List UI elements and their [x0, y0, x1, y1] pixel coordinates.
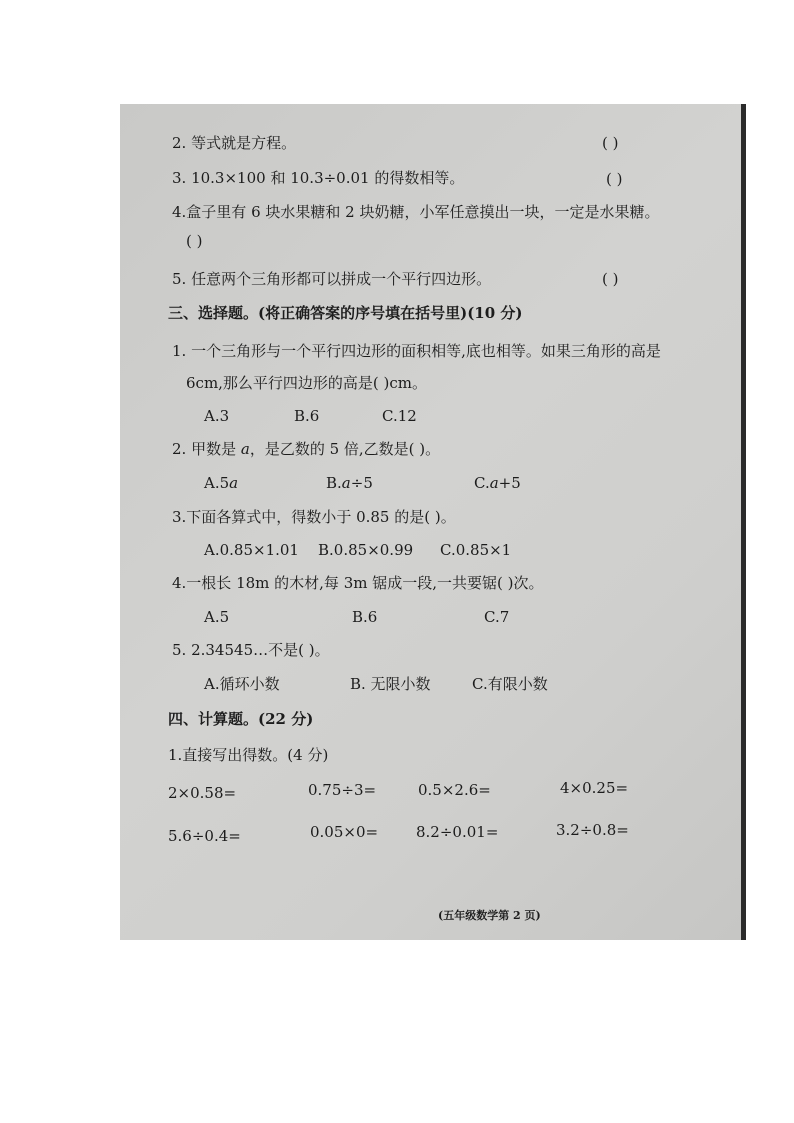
choice-q5-option-c[interactable]: C.有限小数: [472, 675, 548, 693]
choice-q4-option-b[interactable]: B.6: [352, 608, 378, 626]
choice-q1-line2: 6cm,那么平行四边形的高是( )cm。: [186, 374, 428, 392]
calc-item: 4×0.25=: [560, 779, 629, 797]
judge-q2: 2. 等式就是方程。: [172, 134, 297, 152]
choice-q5-option-a[interactable]: A.循环小数: [204, 675, 280, 693]
choice-q2-option-c[interactable]: C.a+5: [474, 474, 521, 492]
choice-q3: 3.下面各算式中，得数小于 0.85 的是( )。: [172, 508, 456, 526]
choice-q4-option-c[interactable]: C.7: [484, 608, 510, 626]
choice-q2-option-b[interactable]: B.a÷5: [326, 474, 373, 492]
calc-item: 0.75÷3=: [308, 781, 377, 799]
photo-edge: [741, 104, 746, 940]
choice-q3-option-b[interactable]: B.0.85×0.99: [318, 541, 414, 559]
exam-page-photo: [120, 104, 746, 940]
calc-item: 3.2÷0.8=: [556, 821, 629, 839]
judge-q5: 5. 任意两个三角形都可以拼成一个平行四边形。: [172, 270, 492, 288]
choice-q3-option-c[interactable]: C.0.85×1: [440, 541, 512, 559]
calc-item: 5.6÷0.4=: [168, 827, 241, 845]
choice-q2: 2. 甲数是 a，是乙数的 5 倍,乙数是( )。: [172, 440, 441, 458]
judge-q3-answer-paren[interactable]: ( ): [606, 170, 623, 188]
choice-q4-option-a[interactable]: A.5: [204, 608, 230, 626]
calc-item: 8.2÷0.01=: [416, 823, 499, 841]
choice-q5-option-b[interactable]: B. 无限小数: [350, 675, 431, 693]
judge-q3: 3. 10.3×100 和 10.3÷0.01 的得数相等。: [172, 169, 465, 187]
choice-q5: 5. 2.34545…不是( )。: [172, 641, 330, 659]
calc-item: 0.05×0=: [310, 823, 379, 841]
page-footer: (五年级数学第 2 页): [438, 909, 541, 922]
calc-item: 0.5×2.6=: [418, 781, 491, 799]
choice-q1-option-b[interactable]: B.6: [294, 407, 320, 425]
choice-q3-option-a[interactable]: A.0.85×1.01: [204, 541, 299, 559]
choice-q1-option-c[interactable]: C.12: [382, 407, 417, 425]
judge-q4: 4.盒子里有 6 块水果糖和 2 块奶糖，小军任意摸出一块，一定是水果糖。: [172, 203, 660, 221]
calc-item: 2×0.58=: [168, 784, 237, 802]
choice-q1-option-a[interactable]: A.3: [204, 407, 230, 425]
section-choice-heading: 三、选择题。(将正确答案的序号填在括号里)(10 分): [168, 304, 523, 322]
choice-q2-option-a[interactable]: A.5a: [204, 474, 239, 492]
calc-sub1-heading: 1.直接写出得数。(4 分): [168, 746, 329, 764]
choice-q1-line1: 1. 一个三角形与一个平行四边形的面积相等,底也相等。如果三角形的高是: [172, 342, 661, 360]
judge-q5-answer-paren[interactable]: ( ): [602, 270, 619, 288]
choice-q4: 4.一根长 18m 的木材,每 3m 锯成一段,一共要锯( )次。: [172, 574, 544, 592]
section-calc-heading: 四、计算题。(22 分): [168, 710, 314, 728]
judge-q2-answer-paren[interactable]: ( ): [602, 134, 619, 152]
judge-q4-answer-paren[interactable]: ( ): [186, 232, 203, 250]
